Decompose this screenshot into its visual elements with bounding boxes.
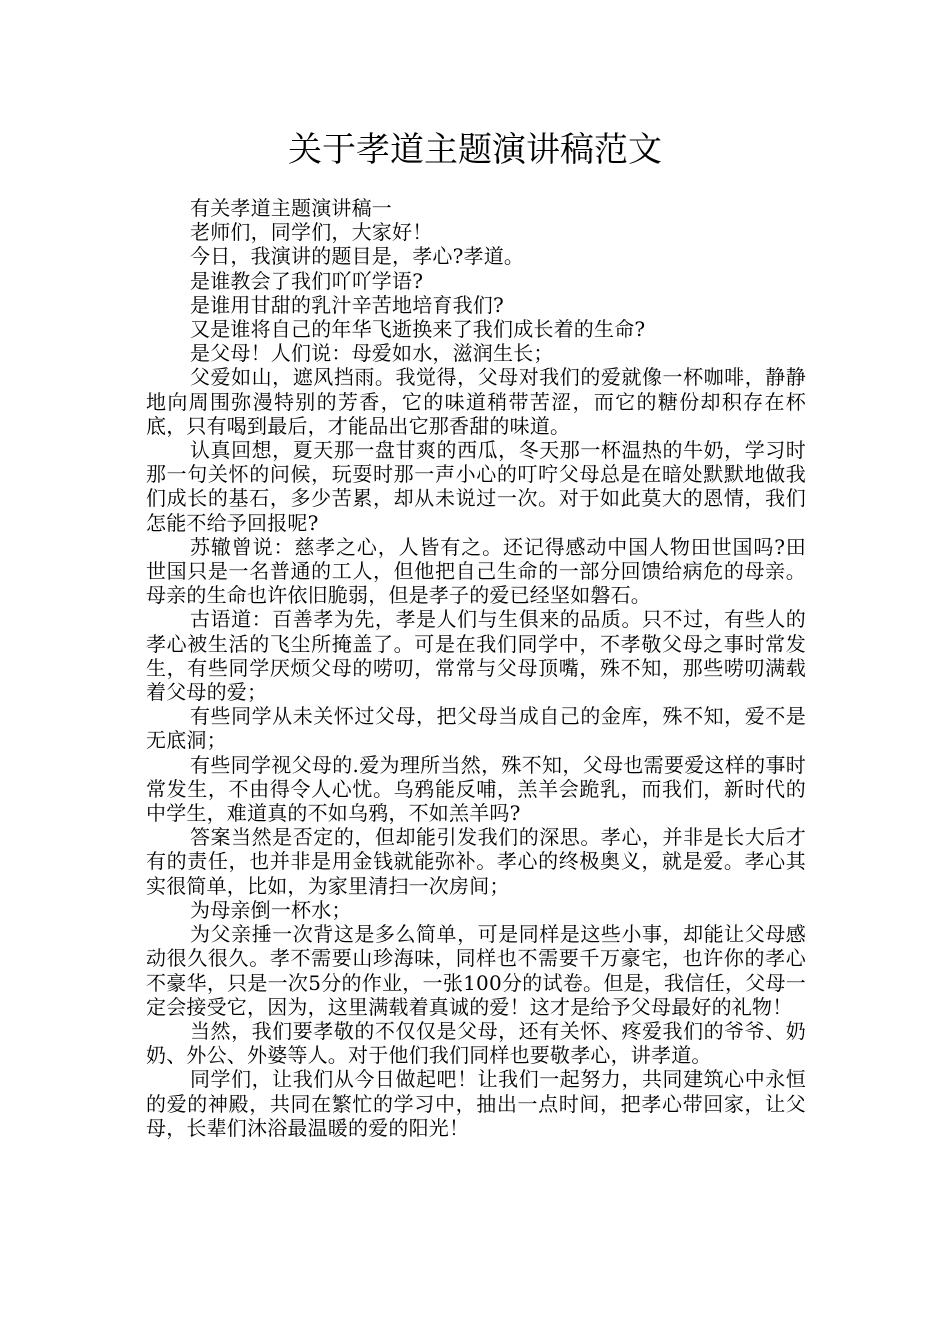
paragraph: 是谁教会了我们吖吖学语? (190, 268, 424, 293)
paragraph: 同学们，让我们从今日做起吧！让我们一起努力，共同建筑心中永恒的爱的神殿，共同在繁忙的学习中，抽出一点时间，把孝心带回家，让父母，长辈们沐浴最温暖的爱的阳光！ (146, 1067, 806, 1140)
paragraph: 有关孝道主题演讲稿一 (190, 196, 392, 220)
paragraph: 答案当然是否定的，但却能引发我们的深思。孝心，并非是长大后才有的责任，也并非是用金钱就能弥补。孝心的终极奥义，就是爱。孝心其实很简单，比如，为家里清扫一次房间； (146, 825, 806, 898)
paragraph: 今日，我演讲的题目是，孝心?孝道。 (190, 244, 525, 269)
document-title: 关于孝道主题演讲稿范文 (288, 130, 662, 170)
paragraph: 苏辙曾说：慈孝之心，人皆有之。还记得感动中国人物田世国吗?田世国只是一名普通的工人，但他把自己生命的一部分回馈给病危的母亲。母亲的生命也许依旧脆弱，但是孝子的爱已经坚如磐石。 (146, 534, 806, 608)
paragraph: 为母亲倒一杯水； (190, 897, 352, 922)
paragraph: 为父亲捶一次背这是多么简单，可是同样是这些小事，却能让父母感动很久很久。孝不需要山珍海味，同样也不需要千万豪宅，也许你的孝心不豪华，只是一次5分的作业，一张100分的试卷。但是，我信任，父母一定会接受它，因为，这里满载着真诚的爱！这才是给予父母最好的礼物！ (146, 922, 806, 1019)
paragraph: 当然，我们要孝敬的不仅仅是父母，还有关怀、疼爱我们的爷爷、奶奶、外公、外婆等人。对于他们我们同样也要敬孝心，讲孝道。 (146, 1018, 806, 1068)
paragraph: 是谁用甘甜的乳汁辛苦地培育我们? (190, 292, 504, 317)
paragraph: 古语道：百善孝为先，孝是人们与生俱来的品质。只不过，有些人的孝心被生活的飞尘所掩盖了。可是在我们同学中，不孝敬父母之事时常发生，有些同学厌烦父母的唠叨，常常与父母顶嘴，殊不知，那些唠叨满载着父母的爱； (146, 607, 806, 705)
paragraph: 老师们，同学们，大家好！ (190, 220, 433, 245)
paragraph: 是父母！人们说：母爱如水，滋润生长； (190, 341, 554, 366)
paragraph: 有些同学视父母的.爱为理所当然，殊不知，父母也需要爱这样的事时常发生，不由得令人心忧。乌鸦能反哺，羔羊会跪乳，而我们，新时代的中学生，难道真的不如乌鸦，不如羔羊吗? (146, 752, 806, 826)
paragraph: 有些同学从未关怀过父母，把父母当成自己的金库，殊不知，爱不是无底洞； (146, 704, 806, 753)
paragraph: 又是谁将自己的年华飞逝换来了我们成长着的生命? (190, 317, 646, 342)
document-body (146, 196, 806, 1140)
paragraph: 认真回想，夏天那一盘甘爽的西瓜，冬天那一杯温热的牛奶，学习时那一句关怀的问候，玩耍时那一声小心的叮咛父母总是在暗处默默地做我们成长的基石，多少苦累，却从未说过一次。对于如此莫大的恩情，我们怎能不给予回报呢? (146, 438, 806, 535)
paragraph: 父爱如山，遮风挡雨。我觉得，父母对我们的爱就像一杯咖啡，静静地向周围弥漫特别的芳香，它的味道稍带苦涩，而它的糖份却积存在杯底，只有喝到最后，才能品出它那香甜的味道。 (146, 365, 806, 438)
